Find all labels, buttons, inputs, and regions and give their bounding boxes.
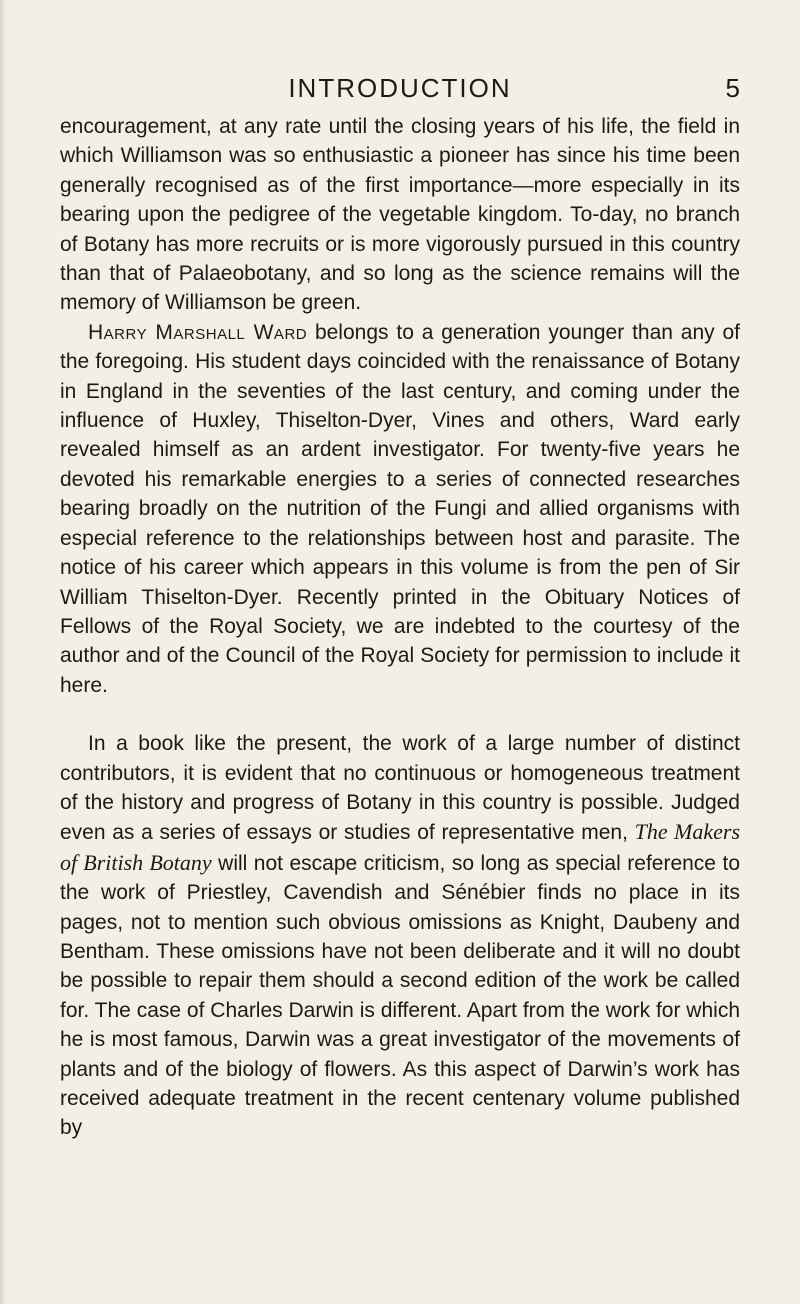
book-text-after: will not escape criticism, so long as special reference to the work of Priestley, Cavendish and Sénébier finds no place in its pages, not to mention such obvious omissions as Knight, Daubeny and Bentham. These omissions have not been deliberate and it will no doubt be possible to repair them should a second edition of the work be called for. The case of Charles Darwin is different. Apart from the work for which he is most famous, Darwin was a great investigator of the movements of plants and of the biology of flowers. As this aspect of Darwin’s work has received adequate treatment in the recent centenary volume published by bbox=[60, 851, 740, 1140]
ward-name: Harry Marshall Ward bbox=[88, 320, 308, 344]
paragraph-book bbox=[60, 729, 740, 1143]
paragraph-ward bbox=[60, 318, 740, 700]
binding-edge bbox=[0, 0, 6, 1304]
running-head bbox=[60, 70, 740, 106]
running-title: INTRODUCTION bbox=[288, 73, 512, 103]
book-text-before: In a book like the present, the work of a large number of distinct contributors, it is evident that no continuous or homogeneous treatment of the history and progress of Botany in this country is possible. Judged even as a series of essays or studies of representative men, bbox=[60, 732, 740, 845]
ward-text: belongs to a generation younger than any of the foregoing. His student days coincided with the renaissance of Botany in England in the seventies of the last century, and coming under the influence of Huxley, Thiselton-Dyer, Vines and others, Ward early revealed himself as an ardent investigator. For twenty-five years he devoted his remarkable energies to a series of connected researches bearing broadly on the nutrition of the Fungi and allied organisms with especial reference to the relationships between host and parasite. The notice of his career which appears in this volume is from the pen of Sir William Thiselton-Dyer. Recently printed in the Obituary Notices of Fellows of the Royal Society, we are indebted to the courtesy of the author and of the Council of the Royal Society for permission to include it here. bbox=[60, 320, 740, 697]
paragraph-continued: encouragement, at any rate until the closing years of his life, the field in which Williamson was so enthusiastic a pioneer has since his time been generally recognised as of the first importance—more especially in its bearing upon the pedigree of the vegetable kingdom. To-day, no branch of Botany has more recruits or is more vigorously pursued in this country than that of Palaeobotany, and so long as the science remains will the memory of Williamson be green. bbox=[60, 115, 740, 315]
body-text bbox=[60, 112, 740, 1143]
page-number: 5 bbox=[725, 73, 740, 103]
book-title: The Makers of British Botany bbox=[60, 819, 740, 875]
